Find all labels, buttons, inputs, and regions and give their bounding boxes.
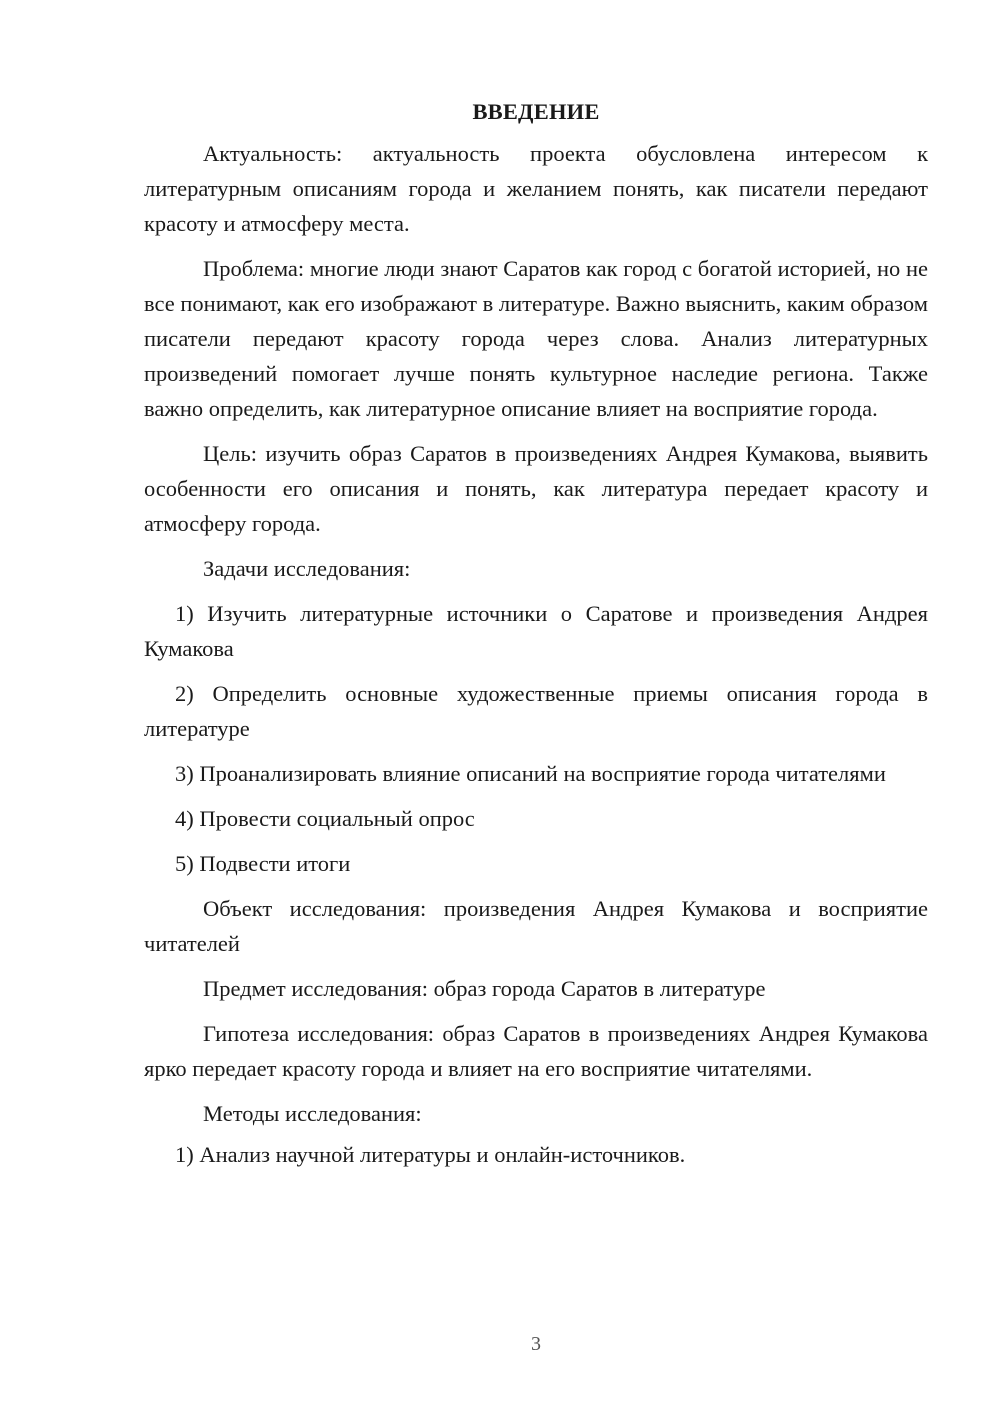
task-item-5: 5) Подвести итоги — [175, 851, 351, 876]
paragraph-relevance: Актуальность: актуальность проекта обусловлена интересом к литературным описаниям города и желанием понять, как писатели передают красоту и атмосферу места. — [144, 141, 928, 236]
page-number: 3 — [531, 1333, 541, 1355]
paragraph-subject: Предмет исследования: образ города Саратов в литературе — [203, 976, 766, 1001]
task-item-1: 1) Изучить литературные источники о Саратове и произведения Андрея Кумакова — [144, 601, 928, 661]
tasks-title: Задачи исследования: — [203, 556, 411, 581]
task-item-3: 3) Проанализировать влияние описаний на восприятие города читателями — [175, 761, 886, 786]
paragraph-hypothesis: Гипотеза исследования: образ Саратов в произведениях Андрея Кумакова ярко передает красоту города и влияет на его восприятие читателями. — [144, 1021, 928, 1081]
paragraph-problem: Проблема: многие люди знают Саратов как город с богатой историей, но не все понимают, как его изображают в литературе. Важно выяснить, каким образом писатели передают красоту города через слова. Анализ литературных произведений помогает лучше понять культурное наследие региона. Также важно определить, как литературное описание влияет на восприятие города. — [144, 256, 928, 421]
task-item-4: 4) Провести социальный опрос — [175, 806, 475, 831]
paragraph-object: Объект исследования: произведения Андрея Кумакова и восприятие читателей — [144, 896, 928, 956]
method-item-1: 1) Анализ научной литературы и онлайн-источников. — [175, 1142, 686, 1167]
task-item-2: 2) Определить основные художественные приемы описания города в литературе — [144, 681, 928, 741]
section-heading: ВВЕДЕНИЕ — [472, 99, 600, 124]
methods-title: Методы исследования: — [203, 1101, 422, 1126]
paragraph-goal: Цель: изучить образ Саратов в произведениях Андрея Кумакова, выявить особенности его описания и понять, как литература передает красоту и атмосферу города. — [144, 441, 928, 536]
page-content — [144, 96, 928, 1182]
